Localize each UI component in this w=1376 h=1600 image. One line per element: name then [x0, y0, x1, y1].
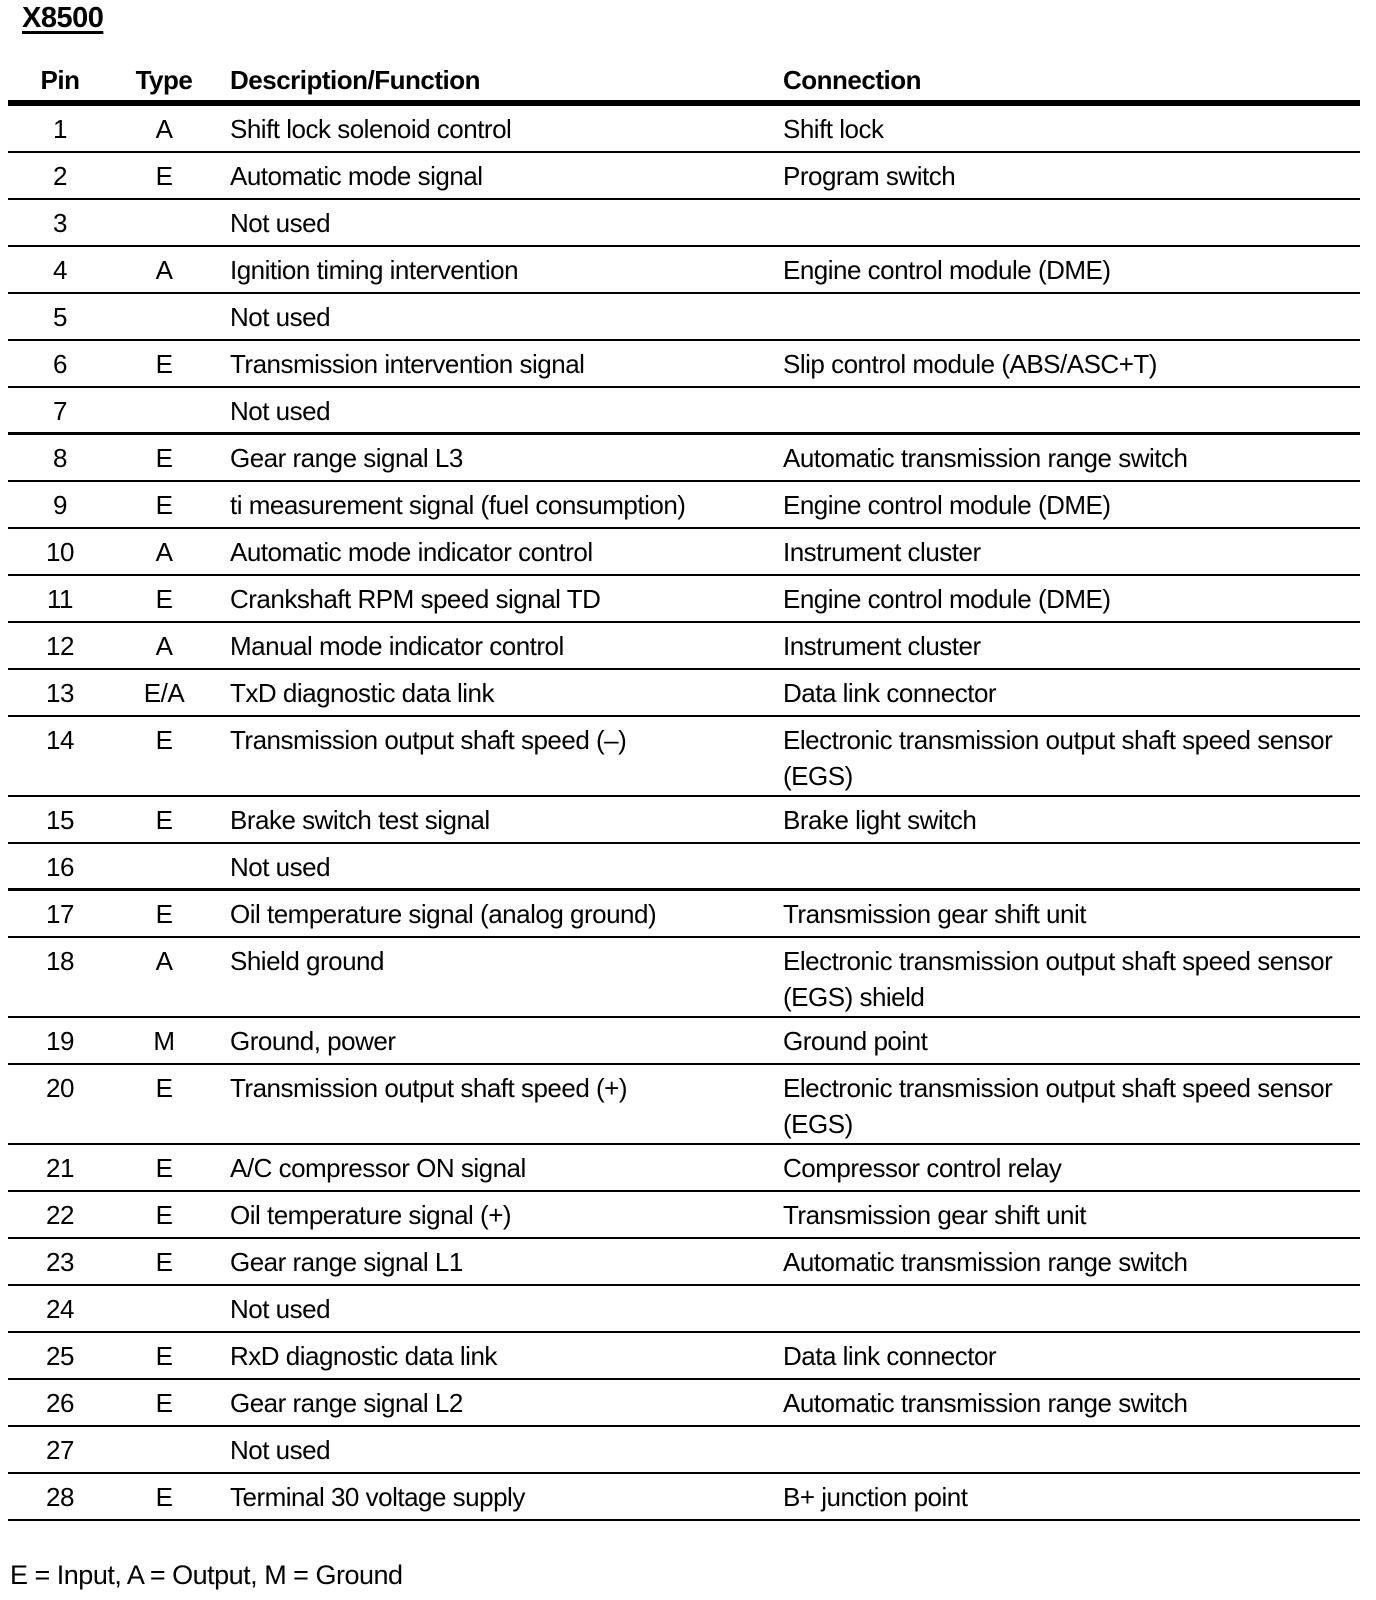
pin-cell: 26 — [46, 1388, 74, 1418]
pin-cell: 9 — [53, 490, 67, 520]
description-cell: Oil temperature signal (analog ground) — [230, 899, 657, 929]
connection-cell: Data link connector — [783, 1341, 997, 1371]
connection-cell: Automatic transmission range switch — [783, 1388, 1188, 1418]
header-type: Type — [135, 65, 193, 95]
description-cell: Gear range signal L3 — [230, 443, 463, 473]
table-row — [8, 1474, 1360, 1521]
table-row — [8, 891, 1360, 938]
description-cell: Shield ground — [230, 946, 384, 976]
header-description: Description/Function — [230, 65, 480, 95]
description-cell: Manual mode indicator control — [230, 631, 564, 661]
table-row — [8, 1427, 1360, 1474]
table-row — [8, 576, 1360, 623]
table-row — [8, 1192, 1360, 1239]
connection-cell: Ground point — [783, 1026, 928, 1056]
type-cell: E — [155, 899, 173, 929]
table-row — [8, 294, 1360, 341]
connection-cell: Data link connector — [783, 678, 997, 708]
type-cell: M — [153, 1026, 175, 1056]
connection-cell — [773, 388, 1360, 393]
type-cell: E/A — [143, 678, 185, 708]
type-cell: A — [155, 114, 173, 144]
type-cell — [102, 200, 212, 205]
description-cell: Brake switch test signal — [230, 805, 490, 835]
description-cell: Transmission output shaft speed (–) — [230, 725, 627, 755]
pin-cell: 19 — [46, 1026, 74, 1056]
connection-cell: Engine control module (DME) — [783, 255, 1111, 285]
pin-cell: 22 — [46, 1200, 74, 1230]
description-cell: Ignition timing intervention — [230, 255, 519, 285]
type-cell: E — [155, 805, 173, 835]
pin-cell: 13 — [46, 678, 74, 708]
pin-cell: 18 — [46, 946, 74, 976]
connection-cell: Shift lock — [783, 114, 884, 144]
description-cell: TxD diagnostic data link — [230, 678, 495, 708]
table-row — [8, 1239, 1360, 1286]
table-row — [8, 1333, 1360, 1380]
table-row — [8, 435, 1360, 482]
page-title: X8500 — [22, 2, 104, 34]
table-header — [8, 58, 1360, 106]
description-cell: Not used — [230, 396, 331, 426]
connection-cell — [773, 294, 1360, 299]
description-cell: Ground, power — [230, 1026, 396, 1056]
pin-cell: 11 — [47, 584, 73, 614]
type-cell: A — [155, 946, 173, 976]
type-cell: E — [155, 1073, 173, 1103]
connection-cell: Compressor control relay — [783, 1153, 1062, 1183]
connection-cell: Automatic transmission range switch — [783, 443, 1188, 473]
description-cell: Not used — [230, 1435, 331, 1465]
pin-table — [8, 58, 1360, 1521]
description-cell: Transmission output shaft speed (+) — [230, 1073, 628, 1103]
type-cell: E — [155, 1153, 173, 1183]
description-cell: ti measurement signal (fuel consumption) — [230, 490, 686, 520]
connection-cell — [773, 1427, 1360, 1432]
table-row — [8, 1380, 1360, 1427]
connection-cell: Brake light switch — [783, 805, 977, 835]
table-row — [8, 717, 1360, 797]
description-cell: Gear range signal L2 — [230, 1388, 463, 1418]
connection-cell — [773, 1286, 1360, 1291]
header-pin: Pin — [40, 65, 80, 95]
table-row — [8, 623, 1360, 670]
connection-cell — [773, 844, 1360, 849]
connection-cell: Slip control module (ABS/ASC+T) — [783, 349, 1157, 379]
pin-cell: 3 — [53, 208, 67, 238]
pin-cell: 24 — [46, 1294, 74, 1324]
description-cell: Terminal 30 voltage supply — [230, 1482, 525, 1512]
description-cell: Oil temperature signal (+) — [230, 1200, 512, 1230]
pin-cell: 28 — [46, 1482, 74, 1512]
pin-cell: 27 — [46, 1435, 74, 1465]
type-cell — [102, 294, 212, 299]
description-cell: A/C compressor ON signal — [230, 1153, 526, 1183]
table-row — [8, 153, 1360, 200]
pin-cell: 7 — [53, 396, 67, 426]
pin-cell: 6 — [53, 349, 67, 379]
table-row — [8, 200, 1360, 247]
description-cell: RxD diagnostic data link — [230, 1341, 497, 1371]
table-row — [8, 106, 1360, 153]
pin-cell: 17 — [46, 899, 74, 929]
table-row — [8, 1145, 1360, 1192]
pin-cell: 4 — [53, 255, 67, 285]
table-row — [8, 938, 1360, 1018]
table-row — [8, 844, 1360, 891]
type-cell: E — [155, 161, 173, 191]
description-cell: Not used — [230, 1294, 331, 1324]
pin-cell: 23 — [46, 1247, 74, 1277]
table-row — [8, 1065, 1360, 1145]
description-cell: Transmission intervention signal — [230, 349, 585, 379]
type-cell: E — [155, 1341, 173, 1371]
pin-cell: 25 — [46, 1341, 74, 1371]
type-cell — [102, 844, 212, 849]
type-cell: E — [155, 490, 173, 520]
type-cell: A — [155, 255, 173, 285]
pin-cell: 21 — [46, 1153, 74, 1183]
connection-cell: B+ junction point — [783, 1482, 968, 1512]
table-row — [8, 529, 1360, 576]
type-cell — [102, 1427, 212, 1432]
table-row — [8, 1286, 1360, 1333]
description-cell: Not used — [230, 302, 331, 332]
pin-cell: 10 — [46, 537, 74, 567]
connection-cell: Program switch — [783, 161, 956, 191]
table-row — [8, 670, 1360, 717]
pin-cell: 1 — [53, 114, 67, 144]
connection-cell: Automatic transmission range switch — [783, 1247, 1188, 1277]
connection-cell: Transmission gear shift unit — [783, 1200, 1086, 1230]
table-row — [8, 797, 1360, 844]
type-cell — [102, 1286, 212, 1291]
table-row — [8, 341, 1360, 388]
connection-cell: Engine control module (DME) — [783, 490, 1111, 520]
description-cell: Gear range signal L1 — [230, 1247, 463, 1277]
connection-cell: Engine control module (DME) — [783, 584, 1111, 614]
table-row — [8, 1018, 1360, 1065]
description-cell: Crankshaft RPM speed signal TD — [230, 584, 601, 614]
type-cell: E — [155, 443, 173, 473]
pin-cell: 15 — [46, 805, 74, 835]
type-cell: E — [155, 1200, 173, 1230]
pin-cell: 16 — [46, 852, 74, 882]
type-cell: E — [155, 584, 173, 614]
type-cell: E — [155, 725, 173, 755]
type-cell: E — [155, 349, 173, 379]
pin-cell: 14 — [46, 725, 74, 755]
table-row — [8, 247, 1360, 294]
type-cell: E — [155, 1482, 173, 1512]
connection-cell: Electronic transmission output shaft speed sensor (EGS) — [783, 725, 1333, 791]
connection-cell: Electronic transmission output shaft speed sensor (EGS) shield — [783, 946, 1333, 1012]
table-row — [8, 482, 1360, 529]
header-connection: Connection — [783, 65, 921, 95]
pin-cell: 8 — [53, 443, 67, 473]
description-cell: Not used — [230, 208, 331, 238]
pin-cell: 20 — [46, 1073, 74, 1103]
connection-cell: Instrument cluster — [783, 631, 981, 661]
table-row — [8, 388, 1360, 435]
type-cell: A — [155, 537, 173, 567]
description-cell: Automatic mode indicator control — [230, 537, 593, 567]
table-body — [8, 106, 1360, 1521]
legend-footnote: E = Input, A = Output, M = Ground — [10, 1560, 403, 1590]
pin-cell: 5 — [53, 302, 67, 332]
type-cell: E — [155, 1247, 173, 1277]
connection-cell: Transmission gear shift unit — [783, 899, 1086, 929]
description-cell: Not used — [230, 852, 331, 882]
pin-cell: 12 — [46, 631, 74, 661]
type-cell: E — [155, 1388, 173, 1418]
connection-cell — [773, 200, 1360, 205]
connection-cell: Instrument cluster — [783, 537, 981, 567]
type-cell: A — [155, 631, 173, 661]
description-cell: Automatic mode signal — [230, 161, 483, 191]
connection-cell: Electronic transmission output shaft speed sensor (EGS) — [783, 1073, 1333, 1139]
pin-cell: 2 — [53, 161, 67, 191]
description-cell: Shift lock solenoid control — [230, 114, 512, 144]
type-cell — [102, 388, 212, 393]
